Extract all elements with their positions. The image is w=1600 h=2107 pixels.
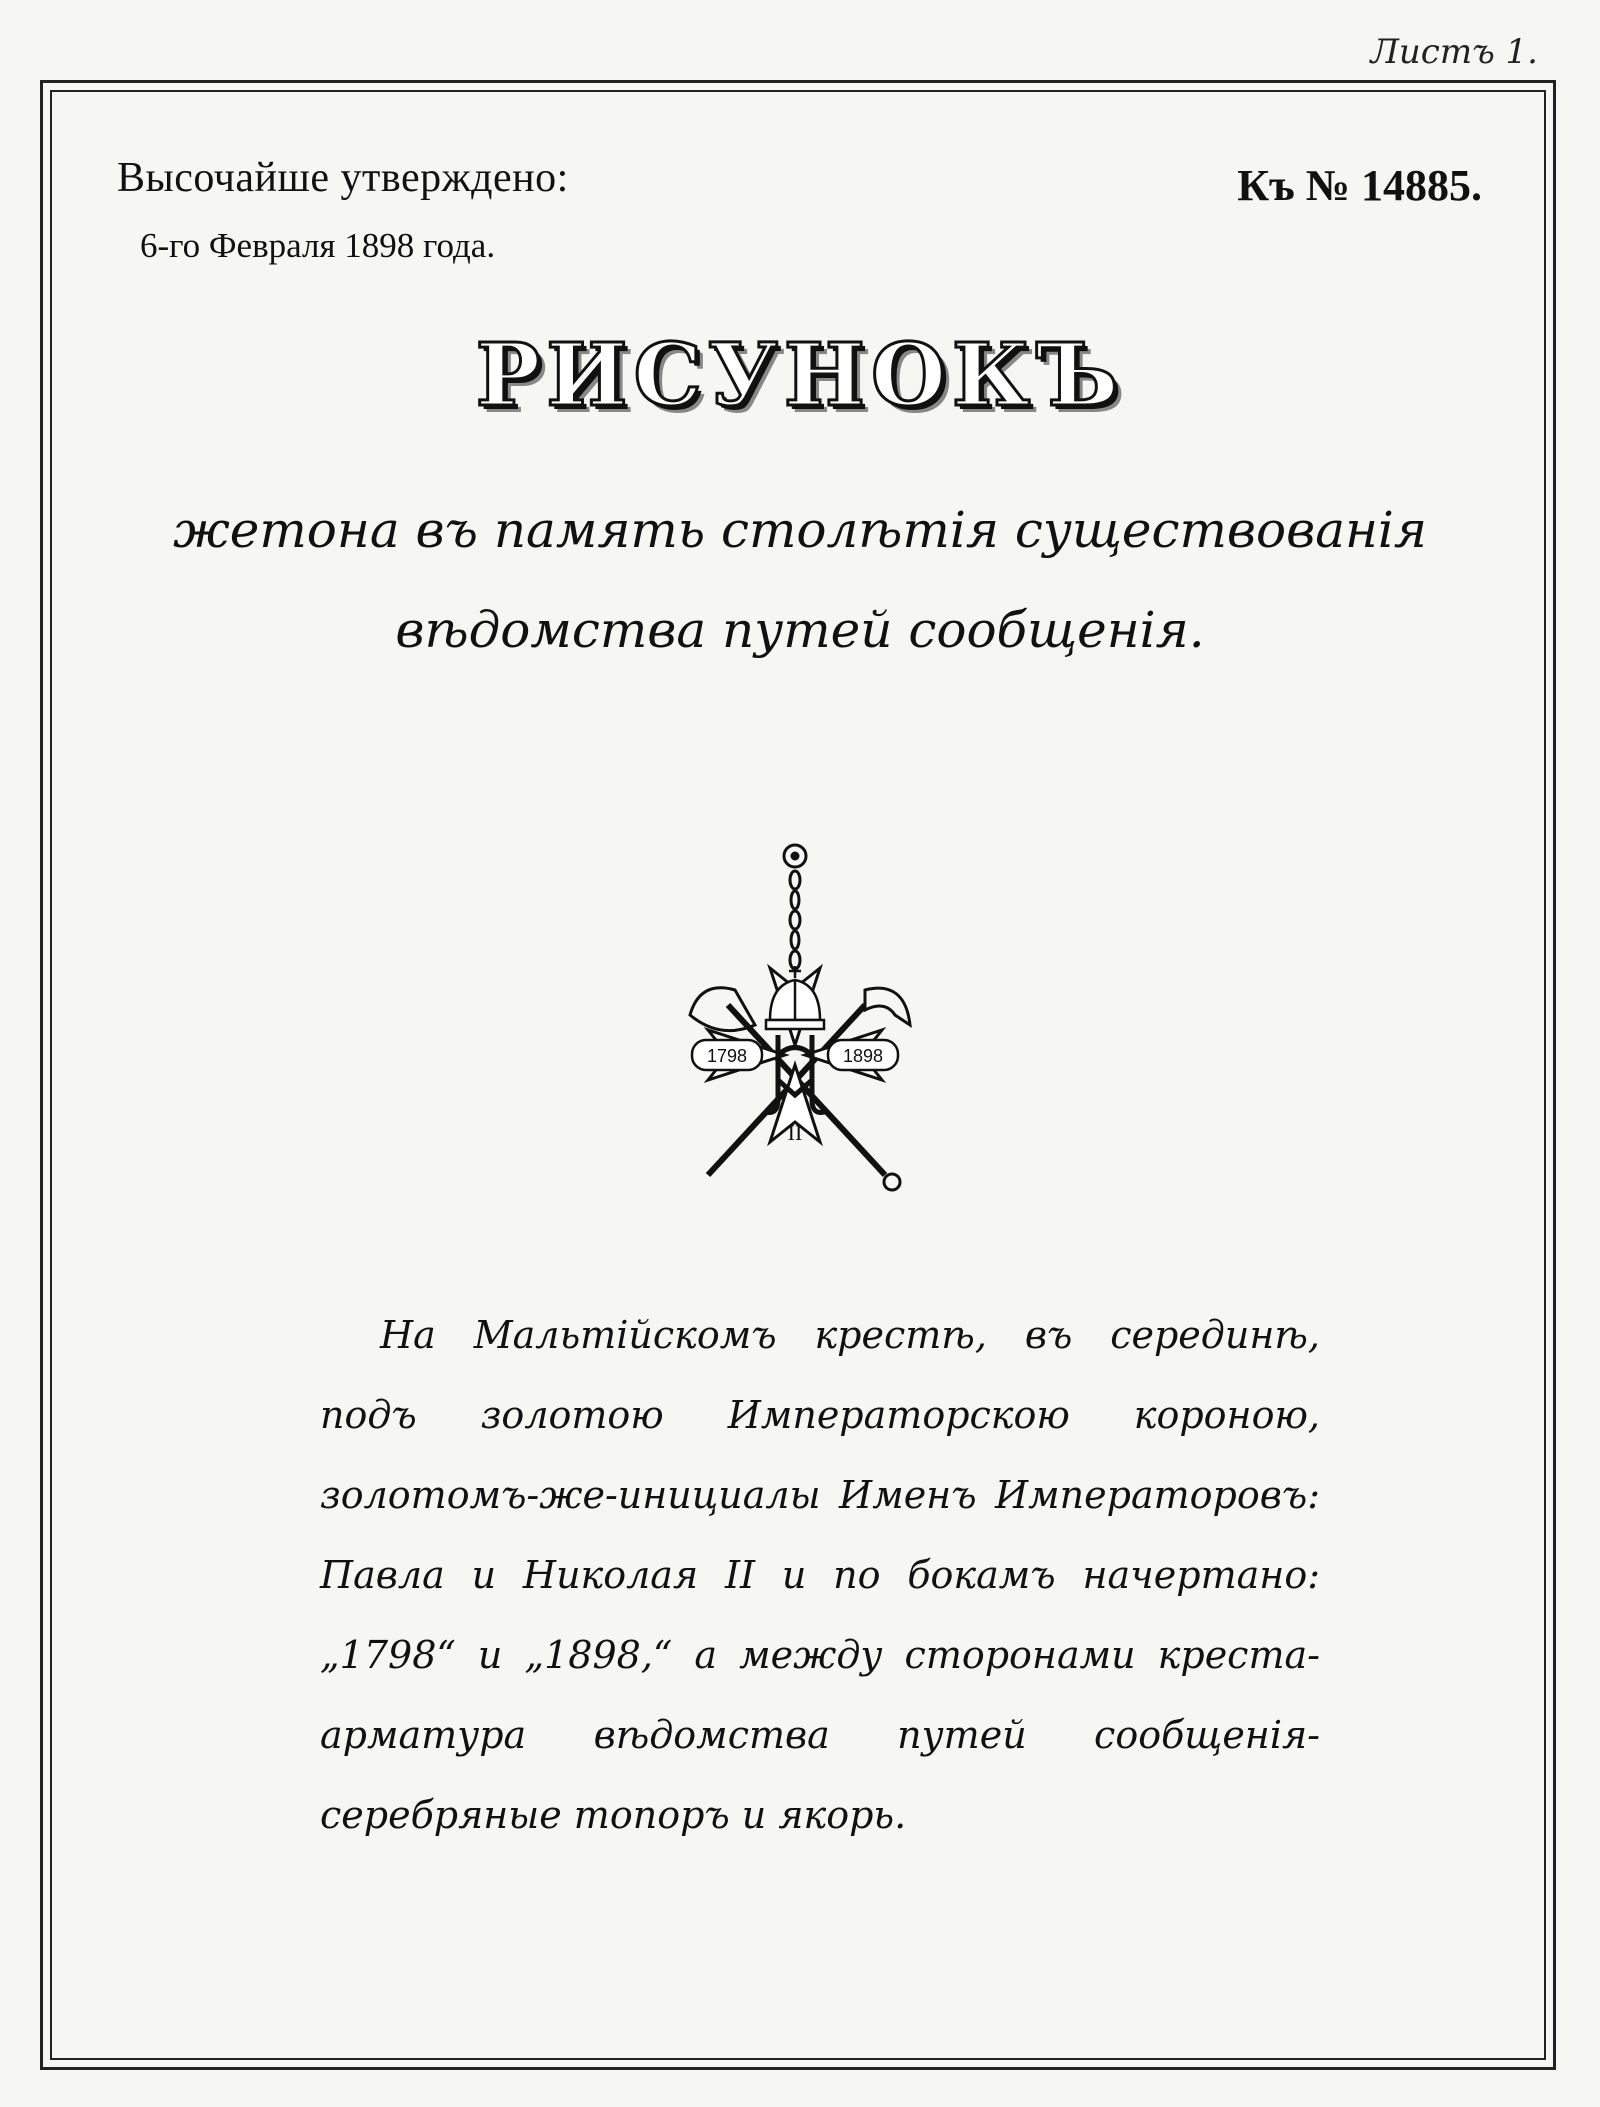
year-left-label: 1798 <box>706 1046 748 1066</box>
chain-icon <box>784 845 806 969</box>
approval-note: Высочайше утверждено: <box>117 155 569 201</box>
sheet-label: Листъ 1. <box>1370 32 1538 72</box>
monogram-numeral: II <box>787 1120 803 1145</box>
reference-number: Къ № 14885. <box>1237 161 1482 210</box>
page-title: РИСУНОКЪ <box>475 325 1125 426</box>
page-subtitle: жетона въ память столѣтія существованія вѣдомства путей сообщенія. <box>172 501 1428 659</box>
badge-illustration <box>660 840 930 1220</box>
year-right-roundel <box>828 1040 898 1070</box>
year-right-label: 1898 <box>842 1046 884 1066</box>
year-left-roundel <box>692 1040 762 1070</box>
description-text: На Мальтійскомъ крестѣ, въ серединѣ, подъ золотою Императорскою короною, золотомъ-же-инициалы Именъ Императоровъ: Павла и Николая II и по бокамъ начертано: „1798“ и „1898,“ а между сторонами креста-арматура вѣдомства путей сообщенія-серебряные топоръ и якорь. <box>320 1313 1320 1837</box>
approval-date: 6-го Февраля 1898 года. <box>140 226 496 265</box>
